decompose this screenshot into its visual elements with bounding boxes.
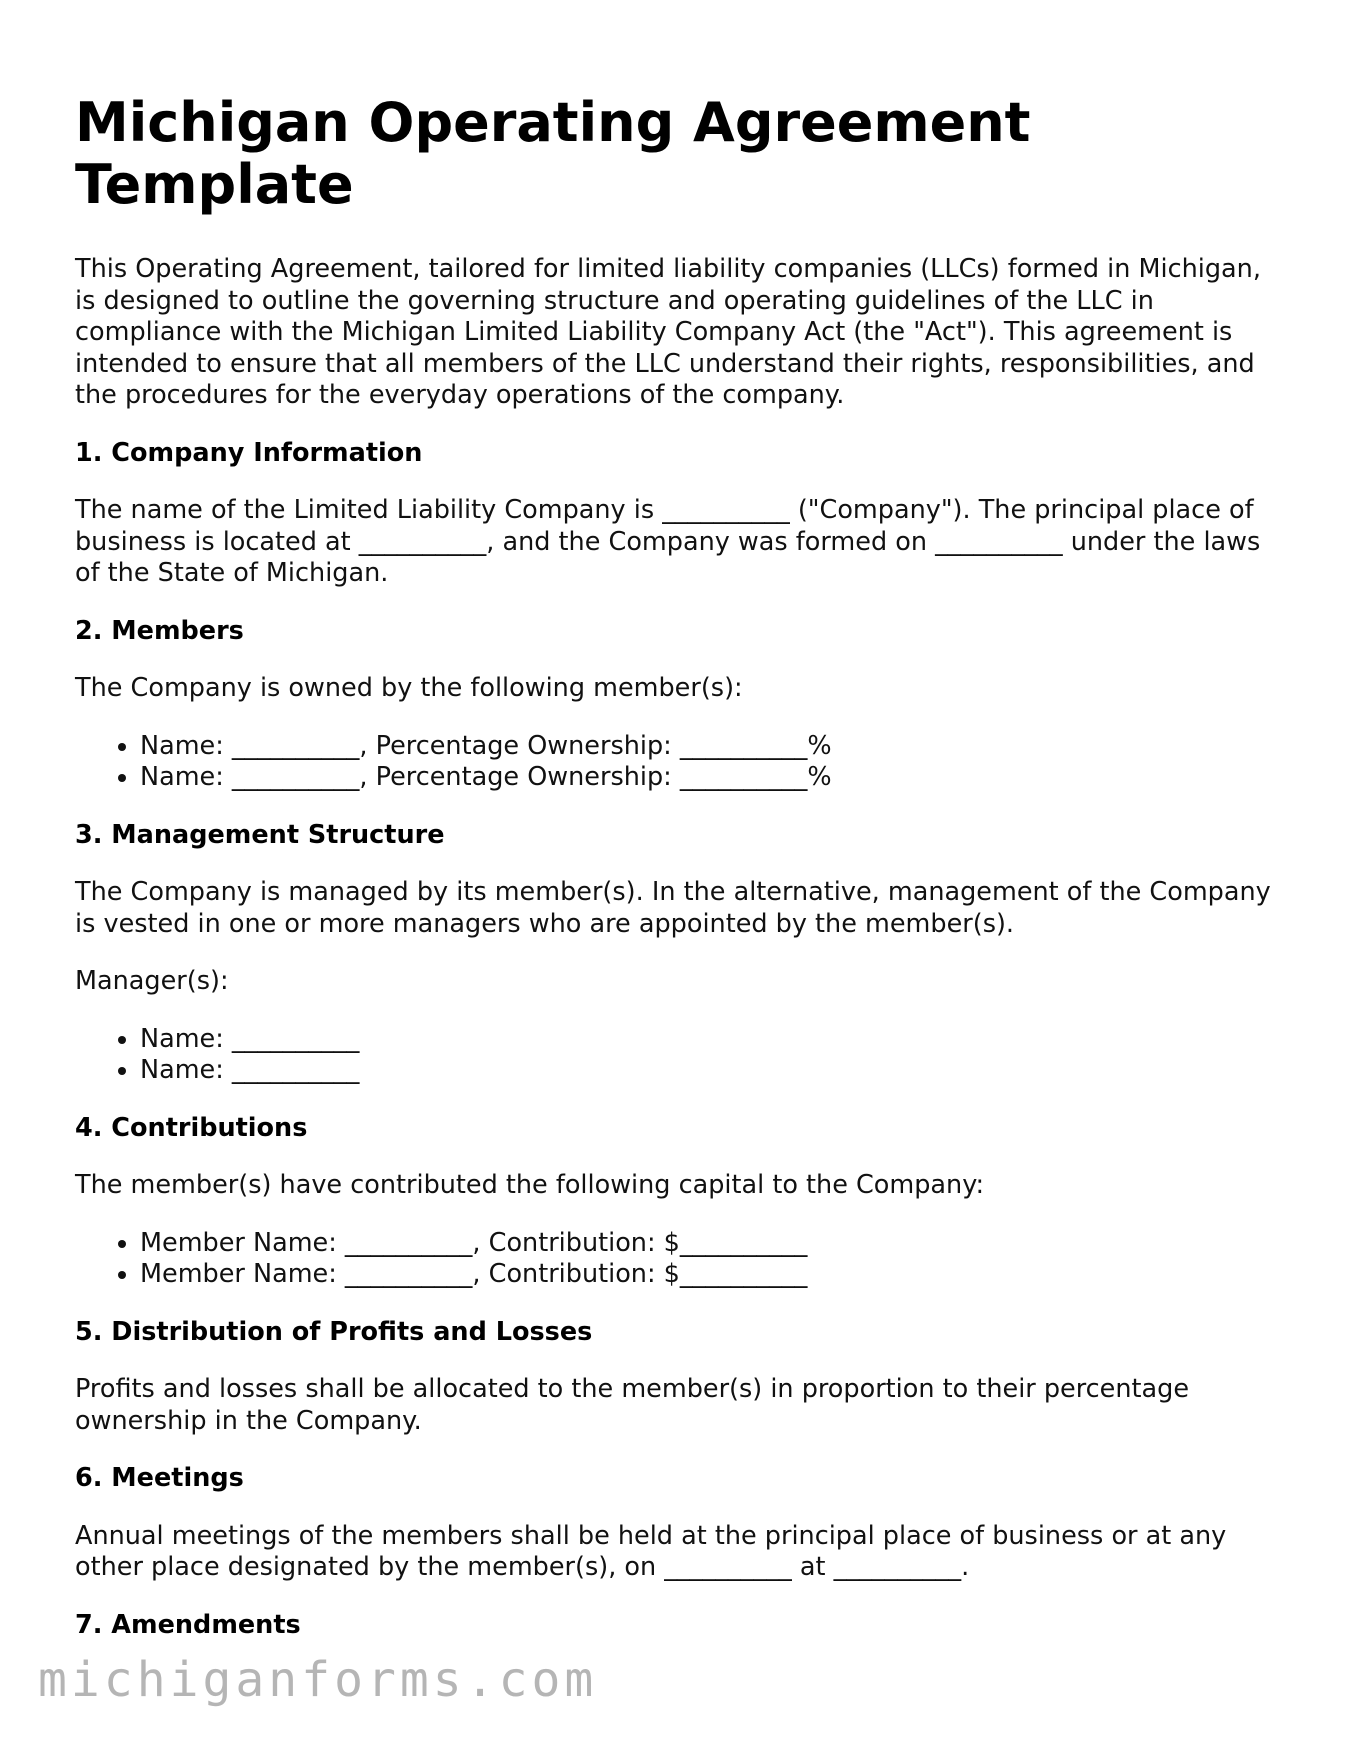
management-paragraph: The Company is managed by its member(s). In the alternative, management of the Company is vested in one or more managers who are appointed by the member(s).: [75, 877, 1271, 939]
list-item: • Name: __________, Percentage Ownership: __________%: [140, 731, 1275, 763]
site-watermark: michiganforms.com: [38, 1652, 598, 1708]
section-heading-meetings: 6. Meetings: [75, 1463, 244, 1493]
list-item: • Name: __________, Percentage Ownership: __________%: [140, 762, 1275, 794]
section-heading-management: 3. Management Structure: [75, 819, 445, 850]
section-heading-amendments: 7. Amendments: [75, 1609, 301, 1640]
distribution-paragraph: Profits and losses shall be allocated to the member(s) in proportion to their percentage ownership in the Company.: [75, 1374, 1190, 1436]
document-page: [75, 92, 1275, 1667]
section-heading-company-info: 1. Company Information: [75, 437, 423, 468]
managers-list: [75, 1024, 1275, 1087]
list-item: • Member Name: __________, Contribution: $__________: [140, 1228, 1275, 1260]
page-title: Michigan Operating Agreement Template: [75, 91, 1031, 216]
intro-paragraph: This Operating Agreement, tailored for limited liability companies (LLCs) formed in Michigan, is designed to outline the governing structure and operating guidelines of the LLC in compliance with the Michigan Limited Liability Company Act (the "Act"). This agreement is intended to ensure that all members of the LLC understand their rights, responsibilities, and the procedures for the everyday operations of the company.: [75, 254, 1261, 410]
members-list: [75, 731, 1275, 794]
list-item: • Member Name: __________, Contribution: $__________: [140, 1259, 1275, 1291]
list-item: • Name: __________: [140, 1055, 1275, 1087]
list-item: • Name: __________: [140, 1024, 1275, 1056]
section-heading-distribution: 5. Distribution of Profits and Losses: [75, 1316, 593, 1347]
meetings-paragraph: Annual meetings of the members shall be held at the principal place of business or at any other place designated by the member(s), on __________ at __________.: [75, 1520, 1227, 1582]
section-heading-members: 2. Members: [75, 615, 244, 646]
section-heading-contributions: 4. Contributions: [75, 1112, 308, 1143]
contributions-paragraph: The member(s) have contributed the following capital to the Company:: [75, 1170, 985, 1200]
contributions-list: [75, 1228, 1275, 1291]
company-info-paragraph: The name of the Limited Liability Company is __________ ("Company"). The principal place of business is located at __________, and the Company was formed on __________ under the laws of the State of Michigan.: [75, 495, 1261, 588]
members-paragraph: The Company is owned by the following member(s):: [75, 673, 743, 703]
managers-label: Manager(s):: [75, 966, 229, 996]
